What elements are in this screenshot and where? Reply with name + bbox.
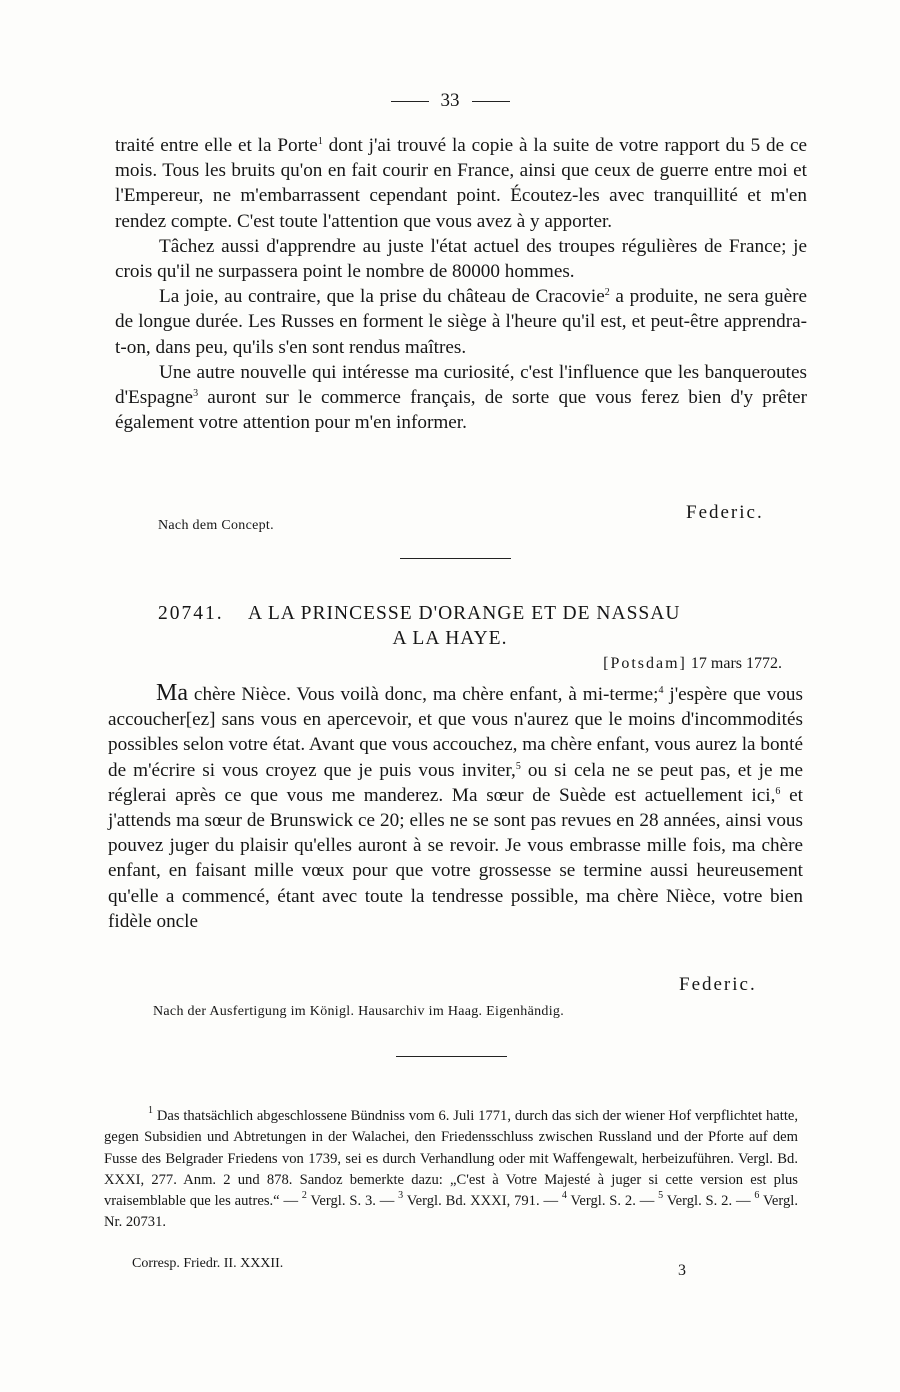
letter-number: 20741.: [158, 603, 224, 624]
footnote-number: 5: [658, 1190, 664, 1202]
paragraph-text: traité entre elle et la Porte: [115, 135, 318, 156]
footnote-number: 3: [398, 1190, 404, 1202]
footnotes: [104, 1106, 798, 1234]
previous-letter-body: [115, 133, 807, 435]
footnote-ref: 4: [658, 685, 664, 696]
footnote-body: Vergl. S. 3. —: [306, 1193, 395, 1210]
paragraph-text: La joie, au contraire, que la prise du château de Cracovie: [159, 286, 605, 308]
footnote-text: [104, 1106, 798, 1234]
footnote-body: Vergl. S. 2. —: [663, 1193, 751, 1210]
paragraph: [115, 284, 807, 360]
letter-title-line2: A LA HAYE.: [392, 628, 508, 649]
paragraph-text: j'espère que vous accoucher[ez] sans vous en apercevoir, et que vous n'aurez que le moins d'incommodités possibles selon votre état. Avant que vous accouchez, ma chère enfant, vous aurez la bonté de m'écrire si vous croyez que je puis vous inviter,: [108, 684, 803, 781]
letter-body: [108, 681, 803, 934]
footnote-body: Das thatsächlich abgeschlossene Bündniss vom 6. Juli 1771, durch das sich der wiener Hof verpflichtet hatte, gegen Subsidien und Abtretungen in der Walachei, den Friedensschluss zwischen Russland und der Pforte auf dem Fusse des Belgrader Friedens von 1739, sei es durch Verhandlung oder mit Waffengewalt, herbeizuführen. Vergl. Bd. XXXI, 277. Anm. 2 und 878. Sandoz bemerkte dazu: „C'est à Votre Majesté à juger si cette version est plus vraisemblable que les autres.“ —: [104, 1108, 798, 1210]
paragraph-text: auront sur le commerce français, de sorte que vous ferez bien d'y prêter également votre attention pour m'en informer.: [115, 387, 807, 434]
header-dash-left: [391, 101, 429, 102]
paragraph-text: ou si cela ne se peut pas, et je me réglerai après ce que vous me manderez. Ma sœur de Suède est actuellement ici,: [108, 759, 803, 806]
paragraph-text: chère Nièce. Vous voilà donc, ma chère enfant, à mi-terme;: [188, 684, 659, 705]
dateline: [603, 655, 782, 673]
paragraph: [115, 234, 807, 284]
header-dash-right: [472, 101, 510, 102]
footnote-body: Vergl. Bd. XXXI, 791. —: [403, 1193, 559, 1210]
footnote-ref: 3: [193, 388, 199, 400]
paragraph-text: dont j'ai trouvé la copie à la suite de votre rapport du 5 de ce mois. Tous les bruits qu'on en fait courir en France, ainsi que ceux de guerre entre moi et l'Empereur, ne m'embarrassent cependant point. Écoutez-les avec tranquillité et m'en rendez compte. C'est toute l'attention que vous avez à y apporter.: [115, 135, 808, 232]
footnote-number: 4: [561, 1190, 567, 1202]
paragraph-text: a produite, ne sera guère de longue durée. Les Russes en forment le siège à l'heure qu'il est, et peut-être apprendra-t-on, dans peu, qu'ils s'en sont rendus maîtres.: [115, 286, 808, 358]
section-divider: [400, 558, 511, 559]
source-note: Nach dem Concept.: [158, 518, 274, 533]
page-header: [0, 90, 900, 112]
paragraph-text: Une autre nouvelle qui intéresse ma curiosité, c'est l'influence que les banqueroutes d'Espagne: [115, 361, 807, 409]
paragraph-text: et j'attends ma sœur de Brunswick ce 20; elles ne se sont pas revues en 28 années, ainsi vous pouvez juger du plaisir qu'elles auront à se revoir. Je vous embrasse mille fois, ma chère enfant, en faisant mille vœux pour que votre grossesse se termine aussi heureusement qu'elle a commencé, étant avec toute la tendresse possible, ma chère Nièce, votre bien fidèle oncle: [108, 784, 803, 932]
paragraph: [115, 133, 807, 234]
footnote-ref: 1: [317, 136, 323, 147]
signature: Federic.: [679, 974, 757, 995]
footer-signature-mark: 3: [678, 1262, 686, 1279]
paragraph: [108, 681, 803, 934]
date: 17 mars 1772.: [690, 655, 782, 672]
letter-title-line1: A LA PRINCESSE D'ORANGE ET DE NASSAU: [248, 603, 681, 624]
footnote-ref: 2: [604, 287, 610, 299]
signature: Federic.: [686, 502, 764, 523]
footnote-ref: 6: [775, 785, 781, 797]
footnote-number: 6: [754, 1190, 760, 1202]
page-number: 33: [440, 90, 460, 111]
footnote-body: Vergl. Nr. 20731.: [104, 1193, 798, 1231]
section-divider: [396, 1056, 507, 1057]
drop-cap: Ma: [156, 680, 188, 706]
footnote-body: Vergl. S. 2. —: [566, 1193, 655, 1210]
footer-running-title: Corresp. Friedr. II. XXXII.: [132, 1256, 284, 1271]
date-place: [Potsdam]: [603, 655, 687, 672]
paragraph: [115, 360, 807, 436]
footnote-ref: 5: [515, 760, 521, 772]
footnote-number: 2: [301, 1190, 307, 1202]
source-note: Nach der Ausfertigung im Königl. Hausarchiv im Haag. Eigenhändig.: [153, 1004, 565, 1019]
paragraph-text: Tâchez aussi d'apprendre au juste l'état actuel des troupes régulières de France; je crois qu'il ne surpassera point le nombre de 80000 hommes.: [115, 235, 807, 283]
footnote-number: 1: [148, 1105, 153, 1116]
